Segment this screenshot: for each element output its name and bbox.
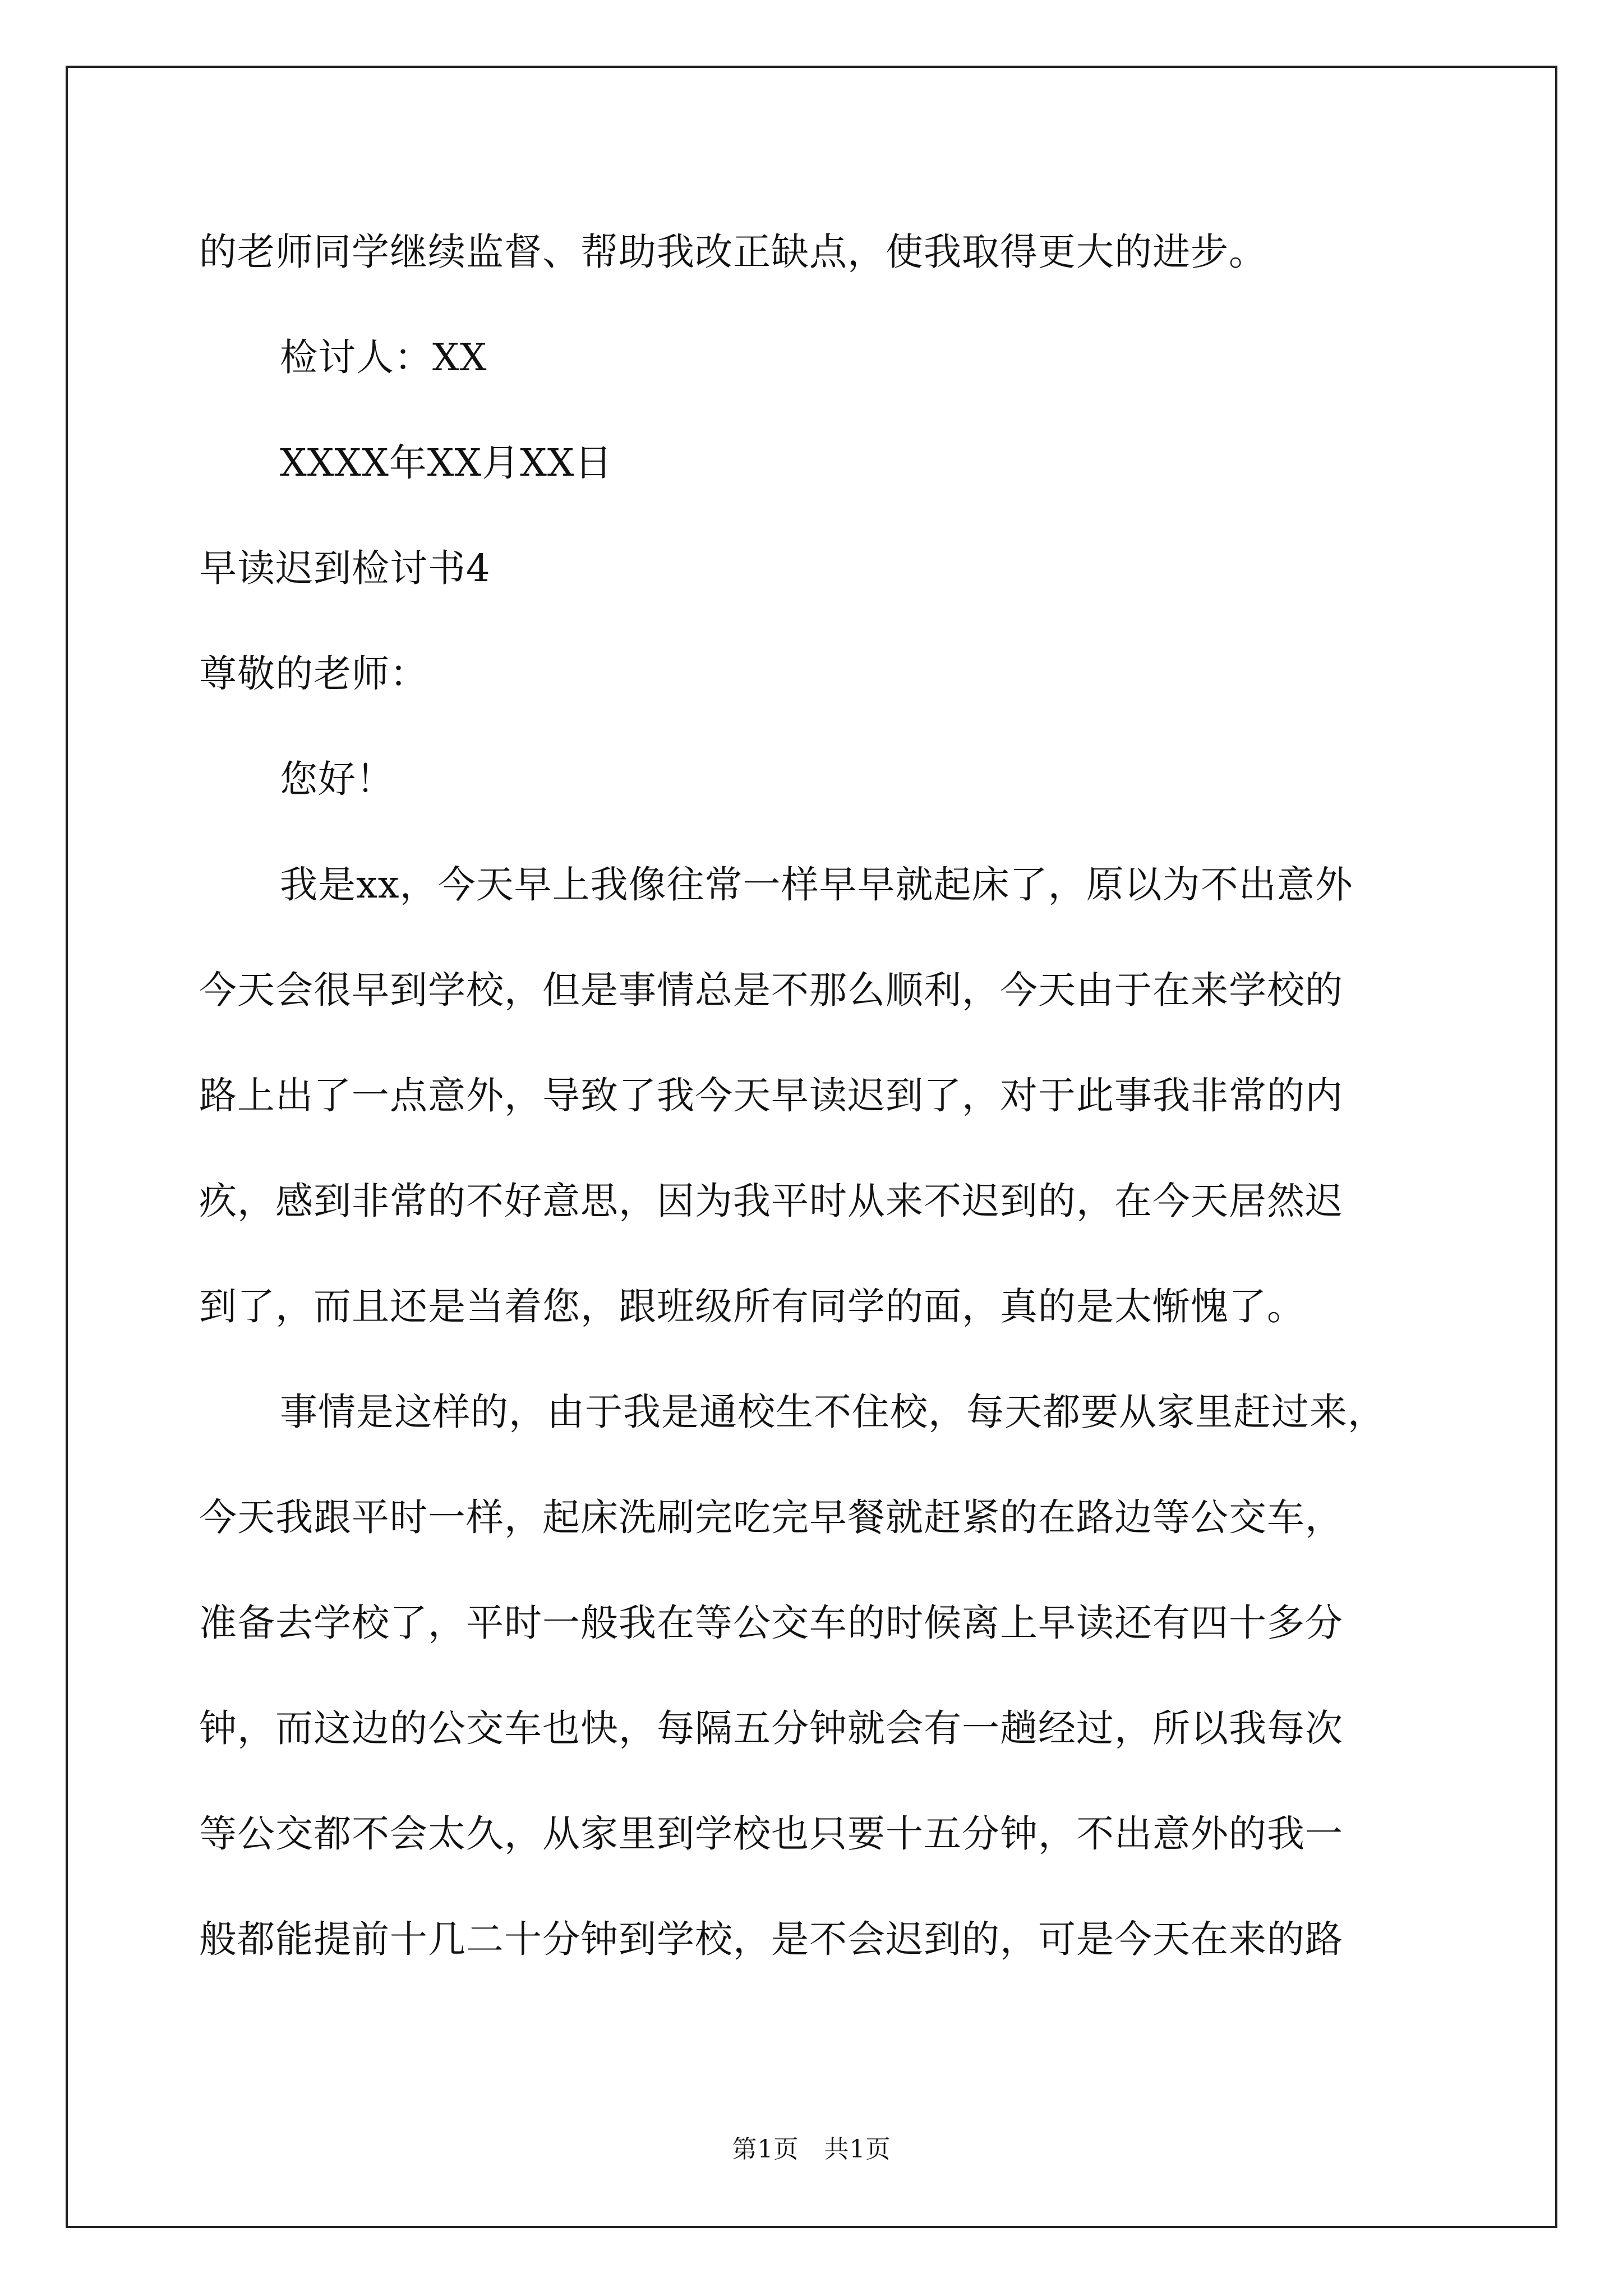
document-body (199, 199, 1455, 1992)
paragraph-line: 般都能提前十几二十分钟到学校，是不会迟到的，可是今天在来的路 (199, 1917, 1343, 1961)
paragraph-line: 路上出了一点意外，导致了我今天早读迟到了，对于此事我非常的内 (199, 1074, 1343, 1117)
page-number: 第1页 共1页 (732, 2135, 891, 2164)
signature-line: 检讨人：XX (280, 335, 487, 379)
greeting: 您好！ (280, 757, 394, 801)
paragraph-line: 今天我跟平时一样，起床洗刷完吃完早餐就赶紧的在路边等公交车， (199, 1496, 1343, 1539)
paragraph-line: 钟，而这边的公交车也快，每隔五分钟就会有一趟经过，所以我每次 (199, 1706, 1343, 1750)
paragraph-line: 等公交都不会太久，从家里到学校也只要十五分钟，不出意外的我一 (199, 1812, 1343, 1856)
paragraph-line: 我是xx，今天早上我像往常一样早早就起床了，原以为不出意外 (280, 863, 1353, 907)
text-line: 的老师同学继续监督、帮助我改正缺点，使我取得更大的进步。 (199, 230, 1267, 274)
salutation: 尊敬的老师： (199, 652, 428, 696)
paragraph-line: 事情是这样的，由于我是通校生不住校，每天都要从家里赶过来， (280, 1390, 1386, 1434)
paragraph-line: 疚，感到非常的不好意思，因为我平时从来不迟到的，在今天居然迟 (199, 1179, 1343, 1223)
paragraph-line: 准备去学校了，平时一般我在等公交车的时候离上早读还有四十多分 (199, 1601, 1343, 1645)
paragraph-line: 今天会很早到学校，但是事情总是不那么顺利，今天由于在来学校的 (199, 968, 1343, 1012)
date-line: XXXX年XX月XX日 (280, 441, 613, 485)
paragraph-line: 到了，而且还是当着您，跟班级所有同学的面，真的是太惭愧了。 (199, 1285, 1305, 1328)
section-title: 早读迟到检讨书4 (199, 546, 491, 590)
